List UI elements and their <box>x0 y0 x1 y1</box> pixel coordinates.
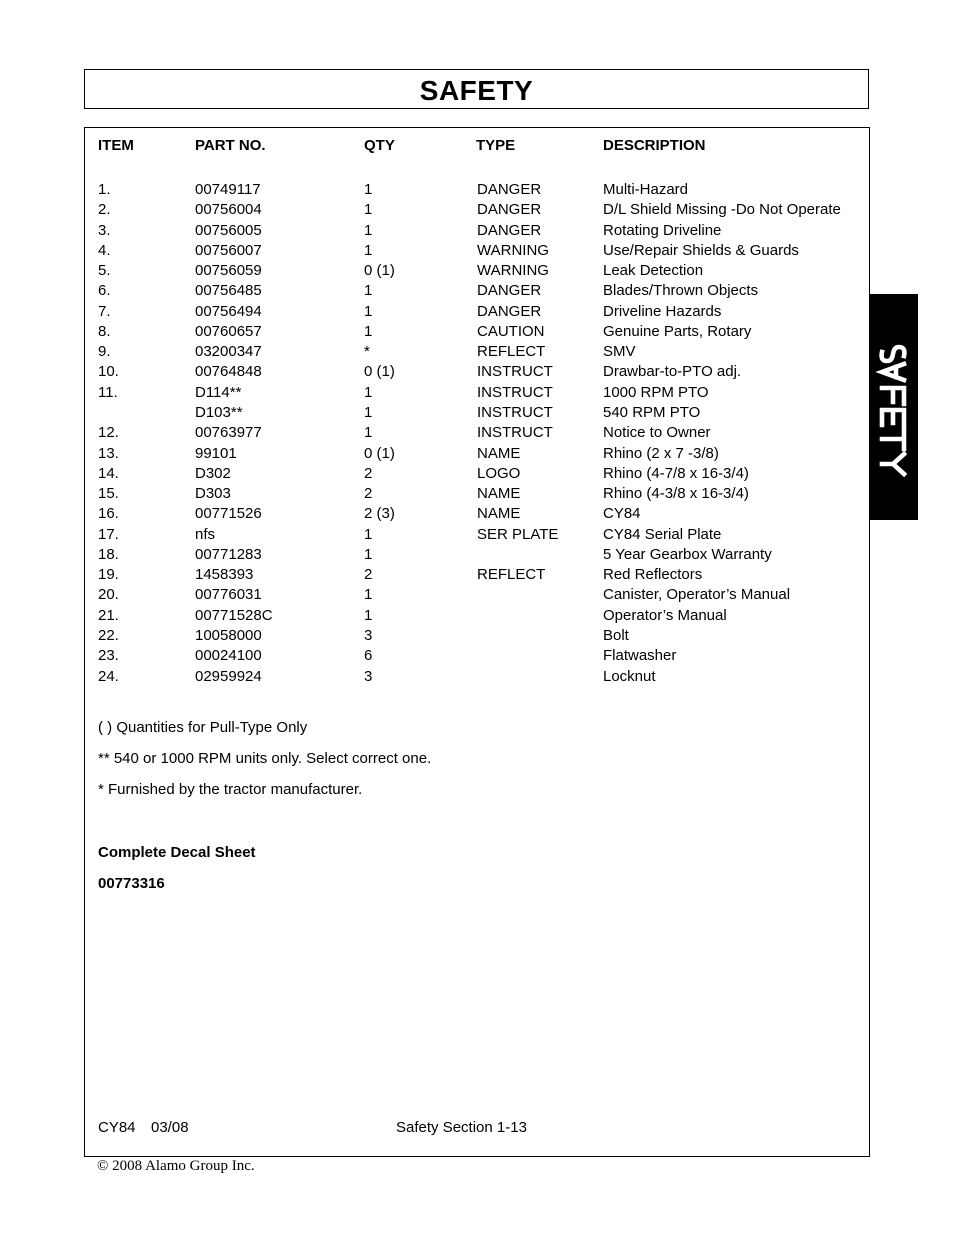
table-cell-item: 15. <box>98 485 119 503</box>
table-cell-type: INSTRUCT <box>477 383 553 401</box>
table-cell-qty: 1 <box>364 606 373 624</box>
page-title: SAFETY <box>419 75 534 106</box>
table-cell-qty: 1 <box>364 424 373 442</box>
table-cell-part-no: D303 <box>195 485 231 503</box>
table-cell-part-no: 00771528C <box>195 606 273 624</box>
table-cell-description: Rotating Driveline <box>603 221 722 239</box>
table-cell-qty: 1 <box>364 404 373 421</box>
table-cell-part-no: 00756494 <box>195 302 262 320</box>
table-cell-type: REFLECT <box>477 343 546 361</box>
table-cell-description: Operator’s Manual <box>603 606 727 624</box>
table-cell-qty: 1 <box>364 383 373 401</box>
table-cell-description: Canister, Operator’s Manual <box>603 586 791 604</box>
table-cell-type: NAME <box>477 485 521 503</box>
page-title-box <box>84 69 869 109</box>
table-cell-item: 20. <box>98 586 119 604</box>
table-cell-description: Bolt <box>603 626 629 644</box>
table-cell-description: D/L Shield Missing -Do Not Operate <box>603 201 841 219</box>
table-cell-description: CY84 <box>603 505 641 523</box>
table-cell-item: 8. <box>98 322 111 340</box>
note-pull-type: ( ) Quantities for Pull-Type Only <box>98 719 308 736</box>
table-cell-part-no: 00756007 <box>195 241 262 259</box>
table-cell-part-no: 00024100 <box>195 647 262 665</box>
table-cell-part-no: 02959924 <box>195 667 262 685</box>
table-cell-type: LOGO <box>477 464 521 482</box>
column-header-item: ITEM <box>98 137 134 154</box>
table-cell-part-no: 00760657 <box>195 322 262 340</box>
table-cell-type: INSTRUCT <box>477 363 553 381</box>
table-cell-qty: 1 <box>364 282 373 300</box>
table-cell-type: DANGER <box>477 221 542 239</box>
table-cell-description: SMV <box>603 343 636 361</box>
table-cell-part-no: D103** <box>195 404 243 421</box>
table-cell-qty: 1 <box>364 302 373 320</box>
table-cell-qty: 3 <box>364 626 373 644</box>
table-cell-item: 23. <box>98 647 119 665</box>
table-cell-type: NAME <box>477 444 521 462</box>
table-cell-item: 16. <box>98 505 119 523</box>
table-cell-description: Locknut <box>603 667 656 685</box>
table-cell-part-no: 00776031 <box>195 586 262 604</box>
table-cell-part-no: 10058000 <box>195 626 262 644</box>
table-cell-item: 14. <box>98 464 119 482</box>
table-cell-part-no: 00756059 <box>195 262 262 280</box>
table-cell-qty: 0 (1) <box>364 363 395 381</box>
table-cell-qty: 1 <box>364 181 373 198</box>
table-cell-description: 540 RPM PTO <box>603 404 701 421</box>
table-cell-item: 13. <box>98 444 119 462</box>
table-cell-part-no: 00771526 <box>195 505 262 523</box>
table-cell-item: 6. <box>98 282 111 300</box>
table-cell-item: 21. <box>98 606 119 624</box>
table-cell-part-no: 03200347 <box>195 343 262 361</box>
table-cell-qty: 2 (3) <box>364 505 395 523</box>
table-cell-description: Red Reflectors <box>603 566 703 584</box>
table-cell-type: WARNING <box>477 241 549 259</box>
table-cell-type: NAME <box>477 505 521 523</box>
decal-sheet-part-no: 00773316 <box>98 875 165 892</box>
table-cell-type: CAUTION <box>477 322 545 340</box>
table-cell-part-no: nfs <box>195 525 216 543</box>
table-cell-item: 2. <box>98 201 111 219</box>
table-cell-description: Genuine Parts, Rotary <box>603 322 752 340</box>
table-cell-description: Flatwasher <box>603 647 677 665</box>
column-header-description: DESCRIPTION <box>603 137 706 154</box>
footer-copyright: © 2008 Alamo Group Inc. <box>97 1158 255 1174</box>
table-cell-item: 12. <box>98 424 119 442</box>
table-cell-item: 22. <box>98 626 119 644</box>
table-cell-part-no: 99101 <box>195 444 237 462</box>
table-cell-qty: 1 <box>364 322 373 340</box>
table-cell-type: DANGER <box>477 181 542 198</box>
table-cell-qty: 1 <box>364 241 373 259</box>
table-cell-qty: 2 <box>364 566 373 584</box>
table-cell-description: 5 Year Gearbox Warranty <box>603 545 772 563</box>
table-cell-description: Leak Detection <box>603 262 704 280</box>
table-cell-type: INSTRUCT <box>477 424 553 442</box>
table-cell-item: 3. <box>98 221 111 239</box>
table-cell-type: WARNING <box>477 262 549 280</box>
table-cell-item: 4. <box>98 241 111 259</box>
table-cell-type: SER PLATE <box>477 525 559 543</box>
table-cell-item: 7. <box>98 302 111 320</box>
table-cell-qty: 6 <box>364 647 373 665</box>
table-cell-part-no: 00764848 <box>195 363 262 381</box>
side-tab-lettering <box>869 294 918 520</box>
column-header-part-no: PART NO. <box>195 137 266 154</box>
table-cell-qty: 1 <box>364 525 373 543</box>
note-furnished: * Furnished by the tractor manufacturer. <box>98 781 363 798</box>
table-cell-qty: 0 (1) <box>364 262 395 280</box>
table-cell-description: CY84 Serial Plate <box>603 525 722 543</box>
table-cell-qty: 0 (1) <box>364 444 395 462</box>
table-cell-item: 5. <box>98 262 111 280</box>
table-cell-qty: 1 <box>364 545 373 563</box>
table-cell-part-no: 00756004 <box>195 201 262 219</box>
column-header-type: TYPE <box>476 137 516 154</box>
table-cell-part-no: 00763977 <box>195 424 262 442</box>
table-cell-item: 9. <box>98 343 111 361</box>
table-cell-description: Notice to Owner <box>603 424 711 442</box>
table-cell-item: 10. <box>98 363 119 381</box>
footer-model: CY84 <box>98 1119 136 1136</box>
table-cell-type: DANGER <box>477 302 542 320</box>
table-cell-type: DANGER <box>477 282 542 300</box>
table-cell-description: 1000 RPM PTO <box>603 383 709 401</box>
table-cell-item: 11. <box>98 383 118 401</box>
table-cell-description: Blades/Thrown Objects <box>603 282 759 300</box>
footer-section: Safety Section 1-13 <box>396 1119 527 1136</box>
table-cell-description: Rhino (4-7/8 x 16-3/4) <box>603 464 749 482</box>
table-cell-part-no: D114** <box>195 383 242 401</box>
table-cell-description: Use/Repair Shields & Guards <box>603 241 799 259</box>
table-cell-type: DANGER <box>477 201 542 219</box>
table-cell-qty: 1 <box>364 201 373 219</box>
table-cell-type: REFLECT <box>477 566 546 584</box>
table-cell-part-no: D302 <box>195 464 231 482</box>
table-cell-part-no: 00756485 <box>195 282 262 300</box>
table-cell-part-no: 00756005 <box>195 221 262 239</box>
footer-date: 03/08 <box>151 1119 189 1136</box>
table-cell-qty: 1 <box>364 586 373 604</box>
table-cell-qty: 2 <box>364 464 373 482</box>
table-cell-description: Multi-Hazard <box>603 181 689 198</box>
table-cell-item: 17. <box>98 525 119 543</box>
table-cell-qty: 3 <box>364 667 373 685</box>
table-cell-item: 24. <box>98 667 119 685</box>
table-cell-item: 18. <box>98 545 119 563</box>
table-cell-part-no: 1458393 <box>195 566 254 584</box>
table-cell-description: Drawbar-to-PTO adj. <box>603 363 742 381</box>
table-cell-part-no: 00749117 <box>195 181 261 198</box>
table-cell-qty: * <box>364 343 370 361</box>
table-cell-item: 1. <box>98 181 111 198</box>
table-cell-type: INSTRUCT <box>477 404 553 421</box>
side-tab-safety <box>869 294 918 520</box>
table-cell-item: 19. <box>98 566 119 584</box>
note-rpm-units: ** 540 or 1000 RPM units only. Select correct one. <box>98 750 432 767</box>
table-cell-qty: 1 <box>364 221 373 239</box>
column-header-qty: QTY <box>364 137 395 154</box>
table-cell-description: Rhino (2 x 7 -3/8) <box>603 444 719 462</box>
table-cell-part-no: 00771283 <box>195 545 262 563</box>
table-cell-description: Rhino (4-3/8 x 16-3/4) <box>603 485 749 503</box>
table-cell-qty: 2 <box>364 485 373 503</box>
table-cell-description: Driveline Hazards <box>603 302 722 320</box>
decal-sheet-label: Complete Decal Sheet <box>98 844 256 861</box>
